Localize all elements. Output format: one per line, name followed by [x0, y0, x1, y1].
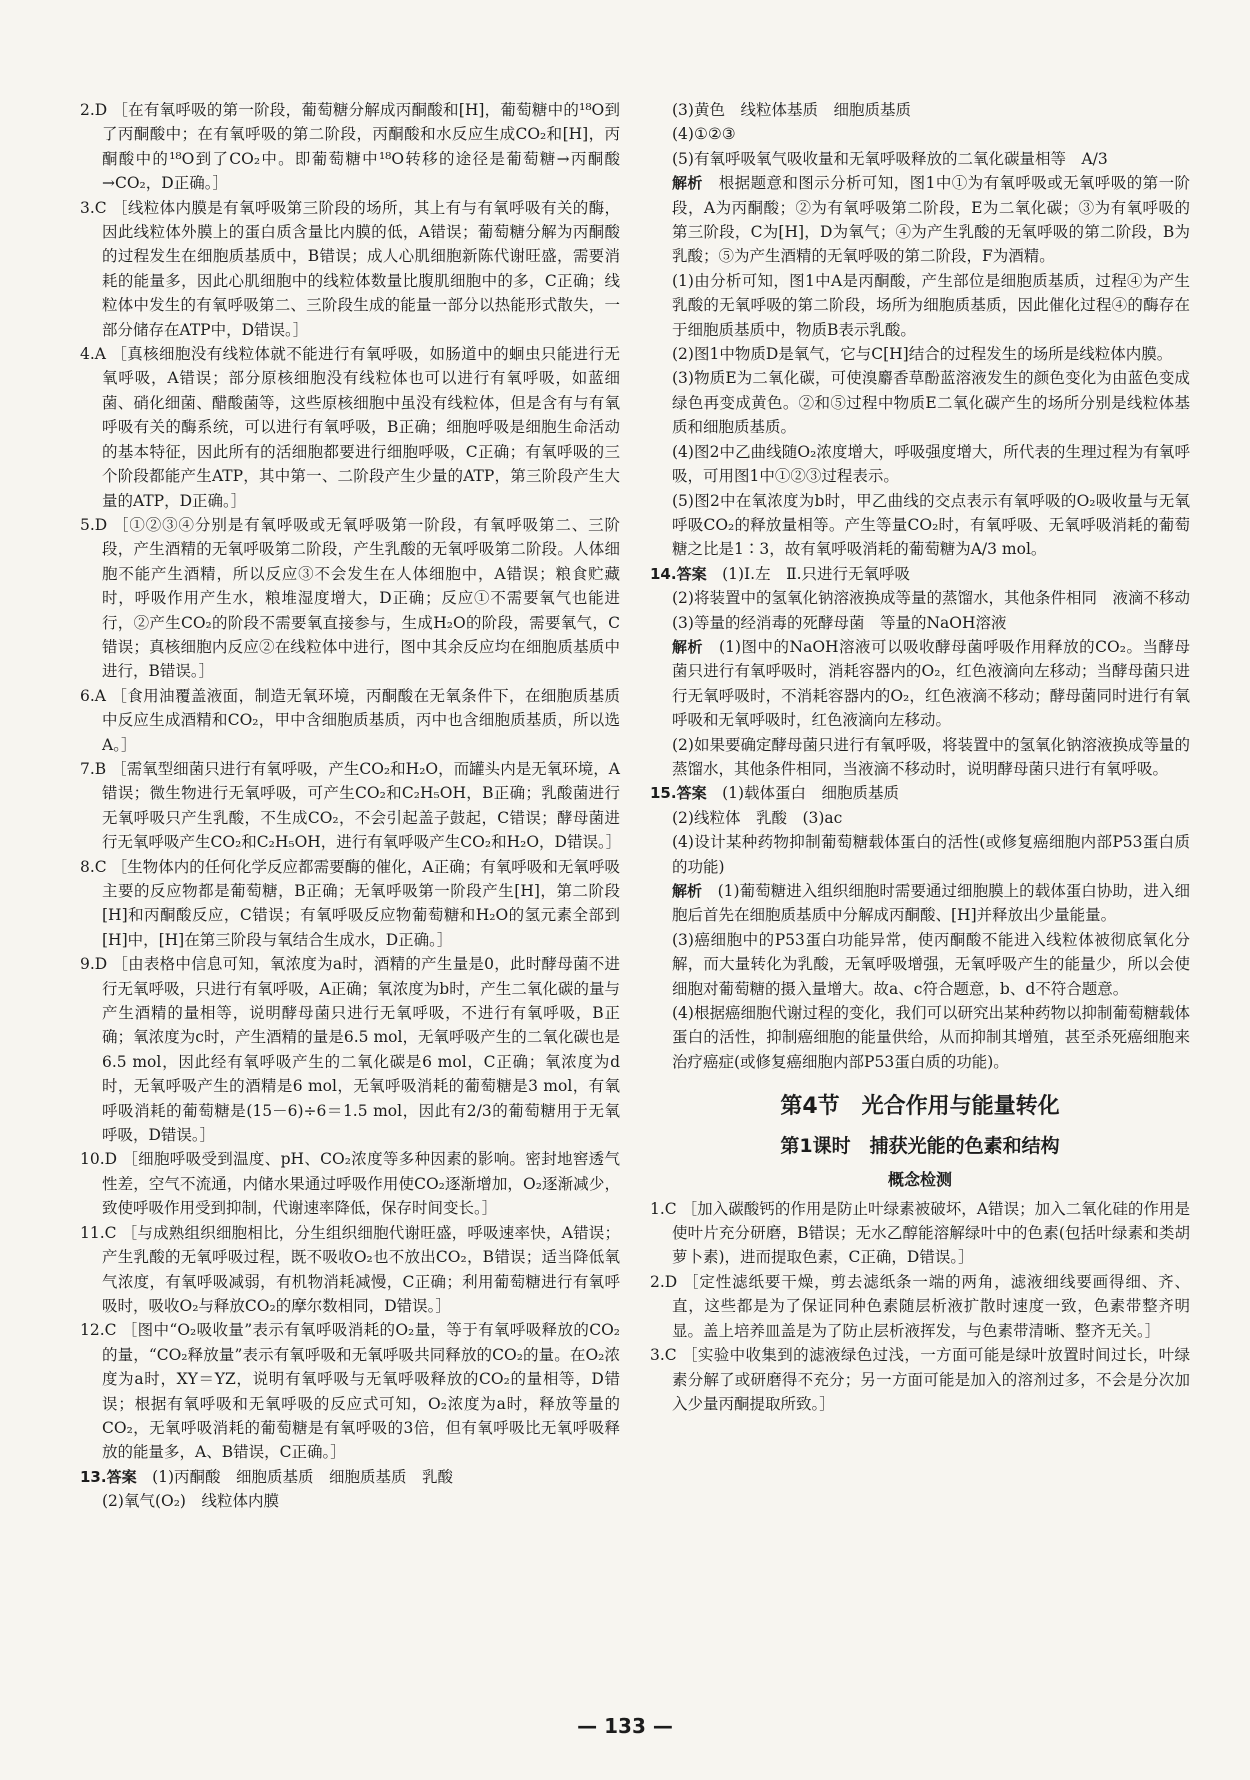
text-paragraph: [80, 513, 620, 684]
paragraph-text: (3)癌细胞中的P53蛋白功能异常，使丙酮酸不能进入线粒体被彻底氧化分解，而大量转化为乳酸，无氧呼吸增强，无氧呼吸产生的能量少，所以会使细胞对葡萄糖的摄入量增大。故a、c符合题意，b、d不符合题意。: [672, 930, 1190, 998]
text-paragraph: [650, 806, 1190, 830]
paragraph-text: (1)图中的NaOH溶液可以吸收酵母菌呼吸作用释放的CO₂。当酵母菌只进行有氧呼吸时，消耗容器内的O₂，红色液滴向左移动；当酵母菌只进行无氧呼吸时，不消耗容器内的O₂，红色液滴不移动；酵母菌同时进行有氧呼吸和无氧呼吸时，红色液滴向左移动。: [672, 637, 1190, 730]
paragraph-text: 12.C ［图中“O₂吸收量”表示有氧呼吸消耗的O₂量，等于有氧呼吸释放的CO₂的量，“CO₂释放量”表示有氧呼吸和无氧呼吸共同释放的CO₂的量。在O₂浓度为a时，XY＝YZ，说明有氧呼吸与无氧呼吸释放的CO₂的量相等，D错误；根据有氧呼吸和无氧呼吸的反应式可知，O₂浓度为a时，释放等量的CO₂，无氧呼吸消耗的葡萄糖是有氧呼吸的3倍，但有氧呼吸比无氧呼吸释放的能量多，A、B错误，C正确。］: [80, 1321, 620, 1462]
answer-block: [80, 1465, 620, 1489]
answer-label: 解析: [672, 637, 704, 656]
paragraph-text: 3.C ［线粒体内膜是有氧呼吸第三阶段的场所，其上有与有氧呼吸有关的酶，因此线粒体外膜上的蛋白质含量比内膜的低，A错误；葡萄糖分解为丙酮酸的过程发生在细胞质基质中，B错误；成人心肌细胞新陈代谢旺盛，需要消耗的能量多，因此心肌细胞中的线粒体数量比腹肌细胞中的多，C正确；线粒体中发生的有氧呼吸第二、三阶段生成的能量一部分以热能形式散失，一部分储存在ATP中，D错误。］: [80, 198, 620, 339]
text-paragraph: [650, 342, 1190, 366]
paragraph-text: (3)物质E为二氧化碳，可使溴麝香草酚蓝溶液发生的颜色变化为由蓝色变成绿色再变成黄色。②和⑤过程中物质E二氧化碳产生的场所分别是线粒体基质和细胞质基质。: [672, 369, 1190, 437]
text-paragraph: [80, 342, 620, 513]
text-paragraph: [650, 147, 1190, 171]
paragraph-text: 8.C ［生物体内的任何化学反应都需要酶的催化，A正确；有氧呼吸和无氧呼吸主要的反应物都是葡萄糖，B正确；无氧呼吸第一阶段产生[H]，第二阶段[H]和丙酮酸反应，C错误；有氧呼吸反应物葡萄糖和H₂O的氢元素全部到[H]中，[H]在第三阶段与氧结合生成水，D正确。］: [80, 857, 620, 949]
text-paragraph: [650, 1343, 1190, 1416]
lesson-heading: 第1课时 捕获光能的色素和结构: [780, 1135, 1060, 1158]
paragraph-text: 根据题意和图示分析可知，图1中①为有氧呼吸或无氧呼吸的第一阶段，A为丙酮酸；②为有氧呼吸第二阶段，E为二氧化碳；③为有氧呼吸的第三阶段，C为[H]，D为氧气；④为产生乳酸的无氧呼吸的第二阶段，B为乳酸；⑤为产生酒精的无氧呼吸的第二阶段，F为酒精。: [672, 174, 1190, 266]
paragraph-text: 2.D ［在有氧呼吸的第一阶段，葡萄糖分解成丙酮酸和[H]，葡萄糖中的¹⁸O到了丙酮酸中；在有氧呼吸的第二阶段，丙酮酸和水反应生成CO₂和[H]，丙酮酸中的¹⁸O到了CO₂中。即葡萄糖中¹⁸O转移的途径是葡萄糖→丙酮酸→CO₂，D正确。］: [80, 101, 620, 193]
text-paragraph: [650, 269, 1190, 342]
paragraph-text: (1)Ⅰ.左 Ⅱ.只进行无氧呼吸: [722, 564, 911, 583]
paragraph-text: (1)载体蛋白 细胞质基质: [722, 784, 900, 803]
text-paragraph: [80, 855, 620, 953]
paragraph-text: (1)由分析可知，图1中A是丙酮酸，产生部位是细胞质基质，过程④为产生乳酸的无氧呼吸的第二阶段，场所为细胞质基质，因此催化过程④的酶存在于细胞质基质中，物质B表示乳酸。: [672, 271, 1190, 339]
text-paragraph: [80, 757, 620, 855]
answer-label: 解析: [672, 882, 703, 900]
paragraph-text: (5)图2中在氧浓度为b时，甲乙曲线的交点表示有氧呼吸的O₂吸收量与无氧呼吸CO₂的释放量相等。产生等量CO₂时，有氧呼吸、无氧呼吸消耗的葡萄糖之比是1∶3，故有氧呼吸消耗的葡萄糖为A/3 mol。: [672, 491, 1190, 559]
answer-block: [650, 171, 1190, 269]
paragraph-text: (2)线粒体 乳酸 (3)ac: [672, 808, 843, 827]
paragraph-text: 1.C ［加入碳酸钙的作用是防止叶绿素被破坏，A错误；加入二氧化硅的作用是使叶片充分研磨，B错误；无水乙醇能溶解绿叶中的色素(包括叶绿素和类胡萝卜素)，进而提取色素，C正确，D错误。］: [650, 1199, 1190, 1267]
paragraph-text: (2)如果要确定酵母菌只进行有氧呼吸，将装置中的氢氧化钠溶液换成等量的蒸馏水，其他条件相同，当液滴不移动时，说明酵母菌只进行有氧呼吸。: [672, 735, 1190, 778]
text-paragraph: [650, 928, 1190, 1001]
page-number: — 133 —: [577, 1714, 673, 1738]
paragraph-text: 6.A ［食用油覆盖液面，制造无氧环境，丙酮酸在无氧条件下，在细胞质基质中反应生成酒精和CO₂，甲中含细胞质基质，丙中也含细胞质基质，所以选A。］: [80, 686, 620, 754]
answer-label: 15.答案: [650, 784, 707, 803]
text-paragraph: [650, 1270, 1190, 1343]
paragraph-text: 2.D ［定性滤纸要干燥，剪去滤纸条一端的两角，滤液细线要画得细、齐、直，这些都是为了保证同种色素随层析液扩散时速度一致，色素带整齐明显。盖上培养皿盖是为了防止层析液挥发，与色素带清晰、整齐无关。］: [650, 1272, 1190, 1340]
paragraph-text: (4)①②③: [672, 125, 736, 144]
answer-label: 解析: [672, 174, 703, 193]
paragraph-text: (2)图1中物质D是氧气，它与C[H]结合的过程发生的场所是线粒体内膜。: [672, 345, 1173, 364]
paragraph-text: (3)等量的经消毒的死酵母菌 等量的NaOH溶液: [672, 613, 1007, 632]
text-paragraph: [80, 952, 620, 1147]
paragraph-text: (1)丙酮酸 细胞质基质 细胞质基质 乳酸: [152, 1467, 454, 1486]
text-paragraph: [650, 830, 1190, 879]
answer-label: 13.答案: [80, 1467, 137, 1486]
answer-label: 14.答案: [650, 564, 707, 583]
text-paragraph: [650, 1197, 1190, 1270]
right-column: [650, 98, 1190, 1416]
paragraph-text: 5.D ［①②③④分别是有氧呼吸或无氧呼吸第一阶段，有氧呼吸第二、三阶段，产生酒精的无氧呼吸第二阶段，产生乳酸的无氧呼吸第二阶段。人体细胞不能产生酒精，所以反应③不会发生在人体细胞中，A错误；粮食贮藏时，呼吸作用产生水，粮堆湿度增大，D正确；反应①不需要氧气也能进行，②产生CO₂的阶段不需要氧直接参与，生成H₂O的阶段，需要氧气，C错误；真核细胞内反应②在线粒体中进行，图中其余反应均在细胞质基质中进行，B错误。］: [80, 515, 620, 681]
subsection-heading: 概念检测: [887, 1170, 952, 1190]
paragraph-text: (5)有氧呼吸氧气吸收量和无氧呼吸释放的二氧化碳量相等 A/3: [672, 149, 1108, 168]
paragraph-text: (2)氧气(O₂) 线粒体内膜: [102, 1492, 279, 1511]
text-paragraph: [650, 98, 1190, 122]
paragraph-text: 7.B ［需氧型细菌只进行有氧呼吸，产生CO₂和H₂O，而罐头内是无氧环境，A错误；微生物进行无氧呼吸，可产生CO₂和C₂H₅OH，B正确；乳酸菌进行无氧呼吸只产生乳酸，不生成CO₂，不会引起盖子鼓起，C错误；酵母菌进行无氧呼吸产生CO₂和C₂H₅OH，进行有氧呼吸产生CO₂和H₂O，D错误。］: [80, 759, 622, 852]
text-paragraph: [650, 586, 1190, 610]
paragraph-text: 4.A ［真核细胞没有线粒体就不能进行有氧呼吸，如肠道中的蛔虫只能进行无氧呼吸，A错误；部分原核细胞没有线粒体也可以进行有氧呼吸，如蓝细菌、硝化细菌、醋酸菌等，这些原核细胞中虽没有线粒体，但是含有与有氧呼吸有关的酶系统，可以进行有氧呼吸，B正确；细胞呼吸是细胞生命活动的基本特征，因此所有的活细胞都要进行细胞呼吸，C正确；有氧呼吸的三个阶段都能产生ATP，其中第一、二阶段产生少量的ATP，第三阶段产生大量的ATP，D正确。］: [80, 345, 620, 510]
paragraph-text: 9.D ［由表格中信息可知，氧浓度为a时，酒精的产生量是0，此时酵母菌不进行无氧呼吸，只进行有氧呼吸，A正确；氧浓度为b时，产生二氧化碳的量与产生酒精的量相等，说明酵母菌只进行无氧呼吸，不进行有氧呼吸，B正确；氧浓度为c时，产生酒精的量是6.5 mol，无氧呼吸产生的二氧化碳也是6.5 mol，因此经有氧呼吸产生的二氧化碳是6 mol，C正确；氧浓度为d时，无氧呼吸产生的酒精是6 mol，无氧呼吸消耗的葡萄糖是3 mol，有氧呼吸消耗的葡萄糖是(15－6)÷6＝1.5 mol，因此有2/3的葡萄糖用于无氧呼吸，D错误。］: [80, 955, 620, 1145]
text-paragraph: [80, 1489, 620, 1513]
text-paragraph: [80, 1147, 620, 1220]
answer-block: [650, 879, 1190, 928]
paragraph-text: (3)黄色 线粒体基质 细胞质基质: [672, 101, 911, 119]
paragraph-text: (4)图2中乙曲线随O₂浓度增大，呼吸强度增大，所代表的生理过程为有氧呼吸，可用图1中①②③过程表示。: [672, 442, 1190, 486]
section-heading: 第4节 光合作用与能量转化: [780, 1094, 1060, 1120]
paragraph-text: 11.C ［与成熟组织细胞相比，分生组织细胞代谢旺盛，呼吸速率快，A错误；产生乳酸的无氧呼吸过程，既不吸收O₂也不放出CO₂，B错误；适当降低氧气浓度，有氧呼吸减弱，有机物消耗减慢，C正确；利用葡萄糖进行有氧呼吸时，吸收O₂与释放CO₂的摩尔数相同，D错误。］: [80, 1223, 620, 1315]
text-paragraph: [80, 1318, 620, 1464]
text-paragraph: [650, 366, 1190, 439]
text-paragraph: [650, 489, 1190, 562]
text-paragraph: [80, 684, 620, 757]
text-paragraph: [80, 98, 620, 196]
paragraph-text: 3.C ［实验中收集到的滤液绿色过浅，一方面可能是绿叶放置时间过长，叶绿素分解了或研磨得不充分；另一方面可能是加入的溶剂过多，不会是分次加入少量丙酮提取所致。］: [650, 1346, 1190, 1413]
text-paragraph: [650, 440, 1190, 489]
paragraph-text: (2)将装置中的氢氧化钠溶液换成等量的蒸馏水，其他条件相同 液滴不移动: [672, 589, 1190, 608]
text-paragraph: [650, 611, 1190, 635]
paragraph-text: (4)根据癌细胞代谢过程的变化，我们可以研究出某种药物以抑制葡萄糖载体蛋白的活性，抑制癌细胞的能量供给，从而抑制其增殖，甚至杀死癌细胞来治疗癌症(或修复癌细胞内部P53蛋白质的功能)。: [672, 1004, 1190, 1071]
text-paragraph: [80, 1221, 620, 1319]
answer-block: [650, 562, 1190, 586]
left-column: [80, 98, 620, 1514]
paragraph-text: 10.D ［细胞呼吸受到温度、pH、CO₂浓度等多种因素的影响。密封地窖透气性差，空气不流通，内储水果通过呼吸作用使CO₂逐渐增加，O₂逐渐减少，致使呼吸作用受到抑制，代谢速率降低，保存时间变长。］: [80, 1150, 620, 1218]
paragraph-text: (4)设计某种药物抑制葡萄糖载体蛋白的活性(或修复癌细胞内部P53蛋白质的功能): [672, 833, 1190, 876]
text-paragraph: [650, 733, 1190, 782]
answer-block: [650, 635, 1190, 733]
text-paragraph: [650, 122, 1190, 146]
paragraph-text: (1)葡萄糖进入组织细胞时需要通过细胞膜上的载体蛋白协助，进入细胞后首先在细胞质基质中分解成丙酮酸、[H]并释放出少量能量。: [672, 882, 1190, 925]
text-paragraph: [650, 1001, 1190, 1074]
answer-block: [650, 781, 1190, 805]
text-paragraph: [80, 196, 620, 342]
